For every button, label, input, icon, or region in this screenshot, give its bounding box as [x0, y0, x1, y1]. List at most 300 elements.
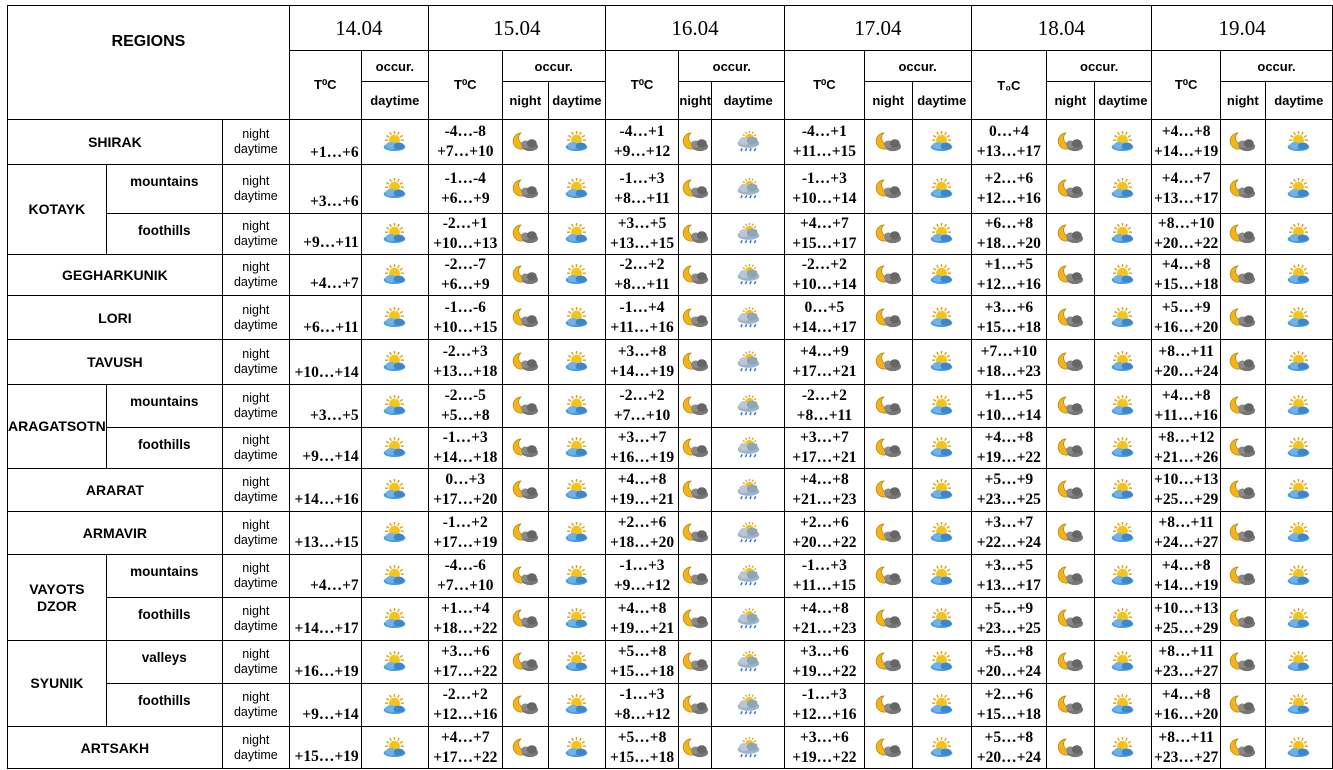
night-daytime-label — [222, 214, 289, 255]
night-temp: +8…+11 — [1158, 343, 1214, 360]
temp-cell — [428, 214, 502, 255]
sun-cloud-icon — [913, 395, 971, 417]
occur-header: occur. — [1047, 51, 1152, 82]
moon-cloud-icon — [1221, 608, 1265, 630]
night-daytime-label — [222, 120, 289, 165]
night-icon-cell — [1047, 340, 1094, 385]
temp-cell — [971, 165, 1047, 214]
temp-cell — [605, 598, 679, 641]
moon-cloud-icon — [1221, 395, 1265, 417]
sun-cloud-icon — [362, 608, 428, 630]
sun-cloud-rain-icon — [712, 307, 784, 329]
night-temp: +4…+7 — [800, 215, 849, 232]
night-icon-cell — [864, 727, 912, 769]
day-temp: +13…+18 — [433, 363, 498, 380]
day-temp: +10…+14 — [792, 190, 857, 207]
day-temp: +15…+18 — [609, 748, 675, 766]
sun-cloud-icon — [362, 479, 428, 501]
temp-cell — [428, 385, 502, 428]
night-temp: -1…+3 — [619, 686, 665, 703]
night-temp: +2…+6 — [984, 170, 1034, 187]
night-icon-cell — [679, 641, 712, 684]
day-temp: +7…+10 — [613, 407, 671, 424]
temp-cell: +3…+6 — [289, 165, 361, 214]
day-temp: +16…+19 — [609, 449, 675, 466]
daytime-icon-cell — [912, 120, 971, 165]
temp-cell — [428, 296, 502, 340]
night-icon-cell — [864, 641, 912, 684]
daytime-icon-cell — [361, 469, 428, 512]
daytime-icon-cell — [1094, 641, 1152, 684]
night-temp: -2…-7 — [444, 256, 486, 273]
temp-cell: +13…+15 — [289, 512, 361, 555]
moon-cloud-icon — [679, 565, 711, 587]
sun-cloud-icon — [913, 737, 971, 759]
daytime-label: daytime — [233, 317, 278, 332]
temp-cell — [1152, 214, 1221, 255]
daytime-icon-cell — [1265, 684, 1332, 727]
sun-cloud-icon — [913, 264, 971, 286]
daytime-icon-cell — [361, 598, 428, 641]
day-temp: +6…+9 — [440, 190, 490, 207]
day-temp: +8…+11 — [614, 190, 670, 207]
day-temp: +17…+19 — [433, 534, 498, 551]
sun-cloud-icon — [549, 479, 605, 501]
day-temp: +16…+20 — [1154, 706, 1219, 723]
night-icon-cell — [679, 428, 712, 469]
day-temp: +10…+13 — [433, 235, 498, 252]
night-temp: +8…+11 — [1158, 643, 1214, 660]
night-temp: +5…+8 — [984, 643, 1034, 660]
night-icon-cell — [679, 727, 712, 769]
night-icon-cell — [1221, 385, 1266, 428]
night-header: night — [864, 82, 912, 120]
night-icon-cell — [679, 684, 712, 727]
night-icon-cell — [1047, 727, 1094, 769]
night-icon-cell — [1047, 296, 1094, 340]
daytime-icon-cell — [1094, 684, 1152, 727]
temp-cell: +1…+6 — [289, 120, 361, 165]
daytime-icon-cell — [912, 555, 971, 598]
temp-cell: +9…+14 — [289, 684, 361, 727]
daytime-label: daytime — [233, 490, 278, 504]
daytime-icon-cell — [1265, 214, 1332, 255]
daytime-icon-cell — [1094, 340, 1152, 385]
sun-cloud-icon — [913, 694, 971, 716]
daytime-icon-cell — [912, 641, 971, 684]
night-temp: -2…+1 — [442, 215, 488, 232]
night-icon-cell — [1047, 598, 1094, 641]
daytime-icon-cell — [912, 296, 971, 340]
sun-cloud-icon — [1266, 437, 1332, 459]
moon-cloud-icon — [865, 178, 912, 200]
day-temp: +21…+23 — [792, 491, 857, 508]
moon-cloud-icon — [679, 307, 711, 329]
temp-cell — [1152, 165, 1221, 214]
day-temp: +23…+25 — [976, 620, 1041, 637]
day-temp: +12…+16 — [976, 276, 1041, 293]
daytime-icon-cell — [912, 684, 971, 727]
sun-cloud-icon — [1266, 307, 1332, 329]
night-temp: -2…+2 — [801, 256, 847, 273]
night-temp: +2…+6 — [800, 514, 849, 531]
region-name: TAVUSH — [8, 340, 223, 385]
day-temp: +23…+25 — [976, 491, 1041, 508]
sun-cloud-icon — [362, 351, 428, 373]
sun-cloud-icon — [1266, 522, 1332, 544]
night-icon-cell — [1221, 165, 1266, 214]
day-temp: +19…+21 — [609, 491, 675, 508]
daytime-icon-cell — [549, 598, 606, 641]
day-temp: +20…+22 — [792, 534, 857, 551]
temp-cell — [428, 555, 502, 598]
moon-cloud-icon — [679, 651, 711, 673]
night-icon-cell — [864, 684, 912, 727]
night-temp: +10…+13 — [1154, 600, 1219, 617]
sun-cloud-icon — [549, 178, 605, 200]
daytime-icon-cell — [912, 214, 971, 255]
night-icon-cell — [502, 340, 548, 385]
day-temp: +21…+23 — [792, 620, 857, 637]
sun-cloud-icon — [549, 131, 605, 153]
temp-cell — [1152, 385, 1221, 428]
day-temp: +20…+24 — [976, 663, 1041, 680]
day-temp: +20…+22 — [1154, 235, 1219, 252]
sun-cloud-icon — [1266, 351, 1332, 373]
day-temp: +17…+21 — [792, 449, 857, 466]
temp-cell — [428, 641, 502, 684]
night-icon-cell — [1221, 340, 1266, 385]
night-label: night — [242, 604, 270, 618]
day-temp: +17…+22 — [433, 663, 498, 680]
daytime-label: daytime — [233, 705, 278, 719]
daytime-icon-cell — [361, 385, 428, 428]
sun-cloud-icon — [1266, 223, 1332, 245]
sun-cloud-icon — [1095, 565, 1152, 587]
sun-cloud-icon — [549, 608, 605, 630]
night-icon-cell — [1047, 684, 1094, 727]
night-icon-cell — [502, 255, 548, 296]
night-icon-cell — [502, 684, 548, 727]
night-temp: +5…+9 — [1161, 298, 1211, 316]
daytime-icon-cell — [1094, 120, 1152, 165]
night-daytime-label — [222, 255, 289, 296]
day-temp: +20…+24 — [976, 748, 1041, 766]
daytime-icon-cell — [1265, 512, 1332, 555]
daytime-icon-cell — [549, 727, 606, 769]
temp-cell — [1152, 598, 1221, 641]
moon-cloud-icon — [503, 223, 548, 245]
moon-cloud-icon — [1047, 351, 1093, 373]
night-daytime-label — [222, 555, 289, 598]
temp-cell — [605, 165, 679, 214]
daytime-header: daytime — [912, 82, 971, 120]
region-name: ARMAVIR — [8, 512, 223, 555]
sun-cloud-icon — [1095, 608, 1152, 630]
sun-cloud-icon — [913, 522, 971, 544]
day-temp: +15…+18 — [976, 706, 1041, 723]
sun-cloud-icon — [913, 307, 971, 329]
daytime-label: daytime — [233, 619, 278, 633]
moon-cloud-icon — [1047, 522, 1093, 544]
sun-cloud-icon — [549, 395, 605, 417]
region-name: ARTSAKH — [8, 727, 223, 769]
temp-cell — [1152, 684, 1221, 727]
night-temp: +3…+8 — [617, 343, 667, 360]
daytime-label: daytime — [233, 662, 278, 676]
night-label: night — [242, 475, 270, 489]
moon-cloud-icon — [503, 351, 548, 373]
region-name: VAYOTS DZOR — [8, 555, 107, 641]
temp-cell — [428, 340, 502, 385]
sun-cloud-icon — [549, 694, 605, 716]
temp-cell — [971, 296, 1047, 340]
night-temp: +3…+7 — [984, 514, 1034, 531]
night-temp: +1…+5 — [984, 256, 1034, 273]
night-temp: -1…+3 — [801, 557, 847, 574]
daytime-icon-cell — [549, 296, 606, 340]
moon-cloud-icon — [503, 565, 548, 587]
night-label: night — [242, 561, 270, 575]
daytime-icon-cell — [361, 641, 428, 684]
temp-cell — [605, 469, 679, 512]
temp-header: T⁰C — [605, 51, 679, 120]
night-label: night — [242, 518, 270, 532]
temp-cell — [428, 165, 502, 214]
day-temp: +7…+10 — [437, 577, 494, 594]
moon-cloud-icon — [1221, 131, 1265, 153]
night-temp: +4…+8 — [617, 471, 667, 488]
daytime-icon-cell — [1265, 641, 1332, 684]
day-temp: +16…+20 — [1154, 318, 1219, 336]
temp-cell: +14…+17 — [289, 598, 361, 641]
daytime-icon-cell — [361, 120, 428, 165]
night-temp: -4…-8 — [444, 123, 486, 140]
day-temp: +12…+16 — [433, 706, 498, 723]
daytime-label: daytime — [233, 533, 278, 547]
sun-cloud-rain-icon — [712, 694, 784, 716]
night-icon-cell — [864, 255, 912, 296]
night-temp: -1…+3 — [442, 429, 488, 446]
temp-cell: +3…+5 — [289, 385, 361, 428]
moon-cloud-icon — [1221, 264, 1265, 286]
moon-cloud-icon — [503, 437, 548, 459]
night-icon-cell — [679, 165, 712, 214]
occur-header: occur. — [679, 51, 785, 82]
daytime-icon-cell — [912, 727, 971, 769]
daytime-icon-cell — [1094, 428, 1152, 469]
sun-cloud-icon — [1095, 178, 1152, 200]
night-icon-cell — [864, 340, 912, 385]
night-icon-cell — [679, 469, 712, 512]
day-temp: +18…+20 — [609, 534, 675, 551]
night-temp: +4…+8 — [1161, 557, 1211, 574]
day-temp: +10…+15 — [433, 318, 498, 336]
daytime-icon-cell — [1094, 214, 1152, 255]
temp-cell — [971, 214, 1047, 255]
night-icon-cell — [864, 598, 912, 641]
daytime-icon-cell — [549, 469, 606, 512]
daytime-icon-cell — [1265, 469, 1332, 512]
daytime-icon-cell — [1094, 555, 1152, 598]
temp-cell: +16…+19 — [289, 641, 361, 684]
night-icon-cell — [679, 340, 712, 385]
night-icon-cell — [1221, 214, 1266, 255]
night-temp: -2…+2 — [801, 387, 847, 404]
moon-cloud-icon — [865, 395, 912, 417]
day-temp: +19…+22 — [976, 449, 1041, 466]
night-daytime-label — [222, 512, 289, 555]
day-temp: +13…+17 — [976, 143, 1041, 160]
night-temp: +3…+7 — [617, 429, 667, 446]
moon-cloud-icon — [865, 351, 912, 373]
temp-cell — [1152, 120, 1221, 165]
moon-cloud-icon — [865, 694, 912, 716]
night-icon-cell — [679, 598, 712, 641]
sun-cloud-icon — [1266, 694, 1332, 716]
temp-cell — [605, 512, 679, 555]
night-label: night — [242, 302, 270, 317]
night-temp: +3…+6 — [800, 643, 849, 660]
subregion-name: mountains — [106, 165, 222, 214]
moon-cloud-icon — [1221, 223, 1265, 245]
night-daytime-label — [222, 428, 289, 469]
daytime-label: daytime — [233, 576, 278, 590]
sun-cloud-icon — [362, 522, 428, 544]
temp-cell — [971, 727, 1047, 769]
day-temp: +18…+23 — [976, 363, 1041, 380]
daytime-icon-cell — [549, 120, 606, 165]
night-temp: +8…+11 — [1158, 728, 1214, 746]
night-icon-cell — [679, 214, 712, 255]
night-temp: +4…+7 — [1161, 170, 1211, 187]
night-temp: +4…+9 — [800, 343, 849, 360]
subregion-name: foothills — [106, 214, 222, 255]
sun-cloud-icon — [362, 131, 428, 153]
daytime-label: daytime — [233, 747, 278, 762]
day-temp: +15…+18 — [976, 318, 1041, 336]
moon-cloud-icon — [865, 307, 912, 329]
day-temp: +23…+27 — [1154, 748, 1219, 766]
moon-cloud-icon — [1047, 178, 1093, 200]
daytime-header: daytime — [361, 82, 428, 120]
temp-cell — [785, 641, 864, 684]
day-temp: +21…+26 — [1154, 449, 1219, 466]
temp-cell — [428, 428, 502, 469]
night-temp: +1…+4 — [440, 600, 490, 617]
night-label: night — [242, 174, 270, 188]
sun-cloud-rain-icon — [712, 131, 784, 153]
day-temp: +12…+16 — [792, 706, 857, 723]
temp-cell — [785, 255, 864, 296]
sun-cloud-icon — [1266, 395, 1332, 417]
day-temp: +20…+24 — [1154, 363, 1219, 380]
night-temp: +5…+9 — [984, 600, 1034, 617]
night-icon-cell — [1047, 214, 1094, 255]
sun-cloud-icon — [549, 223, 605, 245]
daytime-icon-cell — [361, 428, 428, 469]
day-temp: +13…+17 — [1154, 190, 1219, 207]
night-label: night — [242, 433, 270, 447]
moon-cloud-icon — [865, 737, 912, 759]
temp-header: T⁰C — [289, 51, 361, 120]
night-label: night — [242, 127, 270, 141]
daytime-icon-cell — [549, 385, 606, 428]
sun-cloud-icon — [549, 351, 605, 373]
moon-cloud-icon — [1047, 437, 1093, 459]
occur-header: occur. — [361, 51, 428, 82]
daytime-icon-cell — [712, 684, 785, 727]
night-icon-cell — [679, 555, 712, 598]
daytime-icon-cell — [712, 340, 785, 385]
night-temp: -2…+2 — [619, 256, 665, 273]
night-icon-cell — [502, 512, 548, 555]
temp-cell — [971, 428, 1047, 469]
daytime-icon-cell — [1094, 469, 1152, 512]
night-daytime-label — [222, 641, 289, 684]
moon-cloud-icon — [865, 264, 912, 286]
temp-cell — [971, 641, 1047, 684]
daytime-icon-cell — [912, 165, 971, 214]
temp-cell — [605, 727, 679, 769]
temp-cell: +9…+14 — [289, 428, 361, 469]
sun-cloud-rain-icon — [712, 565, 784, 587]
daytime-header: daytime — [549, 82, 606, 120]
night-icon-cell — [502, 641, 548, 684]
moon-cloud-icon — [679, 608, 711, 630]
night-icon-cell — [1221, 684, 1266, 727]
daytime-icon-cell — [361, 165, 428, 214]
daytime-icon-cell — [361, 684, 428, 727]
sun-cloud-icon — [362, 307, 428, 329]
regions-header: REGIONS — [8, 6, 290, 120]
night-temp: +4…+8 — [800, 471, 849, 488]
daytime-icon-cell — [1094, 727, 1152, 769]
sun-cloud-icon — [1266, 565, 1332, 587]
moon-cloud-icon — [865, 131, 912, 153]
sun-cloud-icon — [913, 178, 971, 200]
night-temp: +3…+5 — [984, 557, 1034, 574]
night-temp: +3…+6 — [984, 298, 1034, 316]
daytime-icon-cell — [361, 340, 428, 385]
daytime-icon-cell — [549, 214, 606, 255]
daytime-icon-cell — [712, 120, 785, 165]
night-temp: +5…+8 — [617, 643, 667, 660]
moon-cloud-icon — [679, 223, 711, 245]
night-header: night — [679, 82, 712, 120]
night-temp: +6…+8 — [984, 215, 1034, 232]
day-temp: +24…+27 — [1154, 534, 1219, 551]
sun-cloud-rain-icon — [712, 351, 784, 373]
sun-cloud-icon — [362, 437, 428, 459]
sun-cloud-icon — [1095, 395, 1152, 417]
day-temp: +11…+16 — [610, 318, 674, 336]
day-temp: +18…+22 — [433, 620, 498, 637]
moon-cloud-icon — [679, 131, 711, 153]
night-label: night — [242, 647, 270, 661]
sun-cloud-icon — [362, 737, 428, 759]
temp-cell: +9…+11 — [289, 214, 361, 255]
sun-cloud-icon — [1095, 307, 1152, 329]
moon-cloud-icon — [503, 131, 548, 153]
night-daytime-label — [222, 469, 289, 512]
night-temp: +8…+10 — [1157, 215, 1215, 232]
daytime-icon-cell — [1094, 165, 1152, 214]
daytime-icon-cell — [712, 641, 785, 684]
night-temp: +5…+8 — [984, 728, 1034, 746]
sun-cloud-rain-icon — [712, 651, 784, 673]
day-temp: +8…+11 — [614, 276, 670, 293]
